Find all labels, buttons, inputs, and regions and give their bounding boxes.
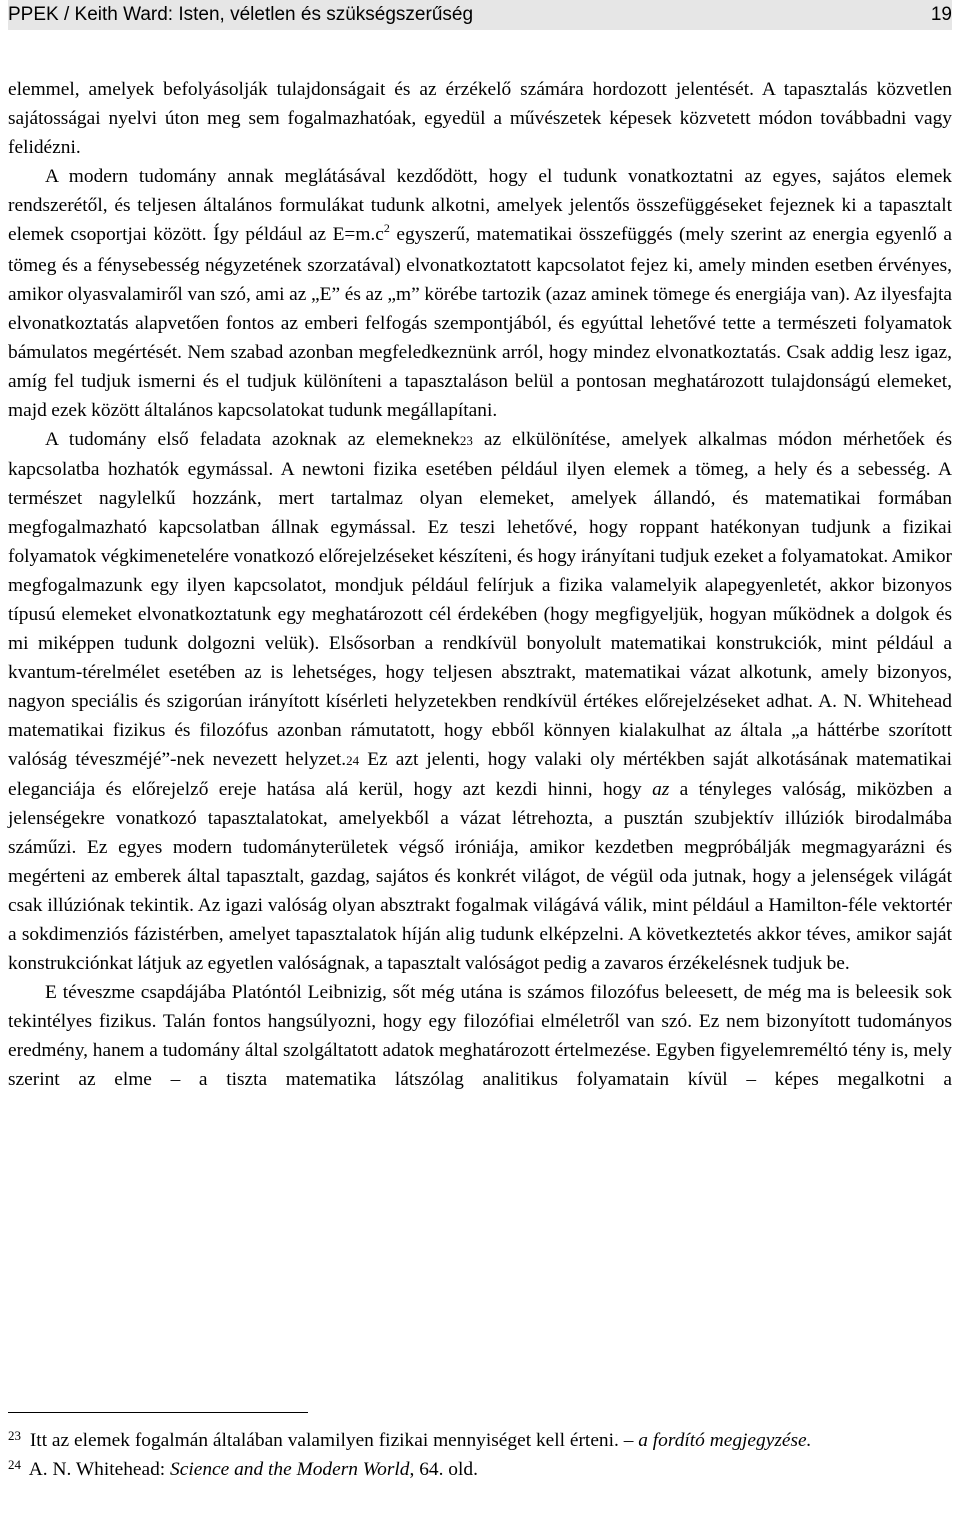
book-title: PPEK / Keith Ward: Isten, véletlen és szükségszerűség: [8, 4, 474, 25]
paragraph-2: A modern tudomány annak meglátásával kezdődött, hogy el tudunk vonatkoztatni az egyes, sajátos elemek rendszerétől, és teljesen általános formulákat tudunk alkotni, amelyek jelentős összefüggéseket fejeznek ki a tapasztalt elemek csoportjai között. Így például az $E=m.c^2$ egyszerű, matematikai összefüggés (mely szerint az energia egyenlő a tömeg és a fénysebesség négyzetének szorzatával) elvonatkoztatott kapcsolatot fejez ki, amely minden esetben érvényes, amikor olyasvalamiről van szó, ami az „E” és az „m” körébe tartozik (azaz aminek tömege és energiája van). Az ilyesfajta elvonatkoztatás alapvetően fontos az emberi felfogás szempontjából, és egyúttal lehetővé tette a természeti folyamatok bámulatos megértését. Nem szabad azonban megfeledkeznünk arról, hogy mindez elvonatkoztatás. Csak addig lesz igaz, amíg fel tudjuk ismerni és el tudjuk különíteni a tapasztaláson belül a pontosan meghatározott tulajdonságú elemeket, majd ezek között általános kapcsolatokat tudunk megállapítani.: [8, 166, 953, 421]
page-number: 19: [930, 4, 952, 25]
emphasis: az: [652, 779, 670, 800]
footnote-separator: [8, 1412, 308, 1413]
footnotes: [8, 1427, 952, 1485]
footnote-number: 23: [8, 1428, 21, 1443]
paragraph-3: A tudomány első feladata azoknak az elemeknek23 az elkülönítése, amelyek alkalmas módon mérhetőek és kapcsolatba hozhatók egymással. A newtoni fizika esetében például ilyen elemek a tömeg, a hely és a sebesség. A természet nagylelkű hozzánk, mert tartalmaz olyan elemeket, amelyek állandó, és matematikai formában megfogalmazható kapcsolatban állnak egymással. Ez teszi lehetővé, hogy roppant hatékonyan tudjunk a fizikai folyamatok végkimenetelére vonatkozó előrejelzéseket készíteni, és hogy irányítani tudjuk ezeket a folyamatokat. Amikor megfogalmazunk egy ilyen kapcsolatot, mondjuk például felírjuk a fizika valamelyik alapegyenletét, akkor bizonyos típusú elemeket elvonatkoztatunk egy meghatározott cél érdekében (hogy megfigyeljük, hogyan működnek a dolgok és mi miképpen tudunk dolgozni velük). Elsősorban a rendkívül bonyolult matematikai konstrukciók, mint például a kvantum-térelmélet esetében az is lehetséges, hogy teljesen absztrakt, matematikai vázat alkotunk, amely bizonyos, nagyon speciális és szigorúan irányított kísérleti helyzetekben rendkívül értékes előrejelzéseket adhat. A. N. Whitehead matematikai fizikus és filozófus azonban rámutatott, hogy ebből könnyen kialakulhat az általa „a háttérbe szorított valóság téveszméjé”-nek nevezett helyzet.24 Ez azt jelenti, hogy valaki oly mértékben saját alkotásának matematikai eleganciája és előrejelző ereje hatása alá kerül, hogy azt kezdi hinni, hogy az a tényleges valóság, miközben a jelenségekre vonatkozó tapasztalatokat, amelyekből a vázat létrehozta, a pusztán szubjektív illúziók birodalmába száműzi. Ez egyes modern tudományterületek végső iróniája, amikor kezdetben megpróbálják megmagyarázni és megérteni az emberek által tapasztalt, gazdag, sajátos és konkrét világot, de végül oda jutnak, hogy a jelenségek világát csak illúziónak tekintik. Az igazi valóság olyan absztrakt fogalmak világává válik, mint például a Hamilton-féle vektortér a sokdimenziós fázistérben, amelyet tapasztalatok híján alig tudunk elképzelni. A következtetés akkor téves, amikor saját konstrukciónkat látjuk az egyetlen valóságnak, a tapasztalt valóságot pedig a zavaros érzékelésnek tudjuk be.: [8, 429, 953, 974]
running-header: [8, 0, 952, 30]
footnote-ref-23[interactable]: 23: [459, 433, 473, 448]
footnote-ref-24[interactable]: 24: [346, 753, 360, 768]
footnote-number: 24: [8, 1457, 21, 1472]
main-text: [8, 75, 952, 1094]
footnote-23: $^{23}$ Itt az elemek fogalmán általában valamilyen fizikai mennyiséget kell érteni. – a fordító megjegyzése.: [8, 1428, 812, 1451]
superscript-exponent: 2: [383, 221, 390, 235]
paragraph-4: E téveszme csapdájába Platóntól Leibnizig, sőt még utána is számos filozófus beleesett, de még ma is beleesik sok tekintélyes fizikus. Talán fontos hangsúlyozni, hogy egy filozófiai elméletről van szó. Ez nem bizonyított tudományos eredmény, hanem a tudomány által szolgáltatott adatok meghatározott értelmezése. Egyben figyelemreméltó tény is, mely szerint az elme – a tiszta matematika látszólag analitikus folyamatain kívül – képes megalkotni a: [8, 982, 952, 1090]
footnote-24: $^{24}$ A. N. Whitehead: Science and the Modern World, 64. old.: [8, 1457, 478, 1480]
paragraph-1: elemmel, amelyek befolyásolják tulajdonságait és az érzékelő számára hordozott jelentését. A tapasztalás közvetlen sajátosságai nyelvi úton meg sem fogalmazhatóak, egyedül a művészetek képesek közvetett módon továbbadni vagy felidézni.: [8, 79, 952, 158]
